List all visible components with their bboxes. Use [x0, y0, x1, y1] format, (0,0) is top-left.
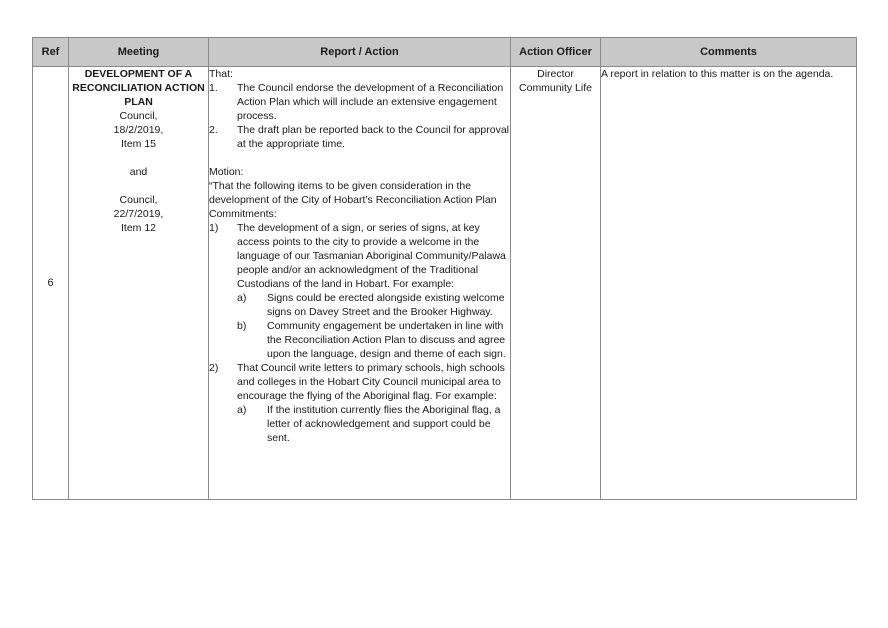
- motion-label: Motion:: [209, 166, 244, 178]
- motion-subitem: [237, 403, 510, 445]
- motion-subitem: [237, 291, 510, 319]
- list-item: [209, 81, 510, 123]
- ref-cell: 6: [33, 67, 69, 500]
- meeting-2-item: Item 12: [120, 222, 157, 234]
- motion-subitem: [237, 319, 510, 361]
- header-report-action: Report / Action: [209, 38, 511, 67]
- list-item-number: 1.: [209, 82, 218, 94]
- list-item-text: The draft plan be reported back to the Council for approval at the appropriate time.: [237, 124, 509, 150]
- action-officer-cell: Director Community Life: [511, 67, 601, 500]
- motion-item-number: 1): [209, 222, 219, 234]
- motion-subitem-text: If the institution currently flies the Aboriginal flag, a letter of acknowledgement and support could be sent.: [267, 404, 501, 444]
- motion-item-number: 2): [209, 362, 219, 374]
- meeting-2-date: 22/7/2019,: [113, 208, 164, 220]
- motion-item-text: That Council write letters to primary schools, high schools and colleges in the Hobart City Council municipal area to encourage the flying of the Aboriginal flag. For example:: [237, 362, 505, 402]
- meeting-1-date: 18/2/2019,: [113, 124, 164, 136]
- motion-subitem-text: Signs could be erected alongside existing welcome signs on Davey Street and the Brooker Highway.: [267, 292, 505, 318]
- report-that: That:: [209, 68, 233, 80]
- header-meeting: Meeting: [69, 38, 209, 67]
- meeting-1-item: Item 15: [120, 138, 157, 150]
- report-cell: [209, 67, 511, 500]
- meeting-and: and: [129, 166, 148, 178]
- list-item: [209, 123, 510, 151]
- motion-item: [209, 361, 510, 403]
- table-row: [33, 67, 857, 500]
- header-comments: Comments: [601, 38, 857, 67]
- meeting-2-line-1: Council,: [119, 194, 158, 206]
- motion-subitem-letter: a): [237, 292, 247, 304]
- meeting-cell: [69, 67, 209, 500]
- header-action-officer: Action Officer: [511, 38, 601, 67]
- list-item-number: 2.: [209, 124, 218, 136]
- motion-item-text: The development of a sign, or series of signs, at key access points to the city to provide a welcome in the language of our Tasmanian Aboriginal Community/Palawa people and/or an acknowledgment of the Traditional Custodians of the land in Hobart. For example:: [237, 222, 506, 290]
- motion-item: [209, 221, 510, 291]
- meeting-title: DEVELOPMENT OF A RECONCILIATION ACTION PLAN: [72, 68, 205, 108]
- action-table: [32, 37, 857, 500]
- motion-subitem-letter: a): [237, 404, 247, 416]
- motion-subitem-letter: b): [237, 320, 247, 332]
- motion-intro: “That the following items to be given consideration in the development of the City of Hobart’s Reconciliation Action Plan Commitments:: [209, 180, 497, 220]
- header-ref: Ref: [33, 38, 69, 67]
- list-item-text: The Council endorse the development of a Reconciliation Action Plan which will include an extensive engagement process.: [237, 82, 504, 122]
- header-row: [33, 38, 857, 67]
- meeting-1-line-1: Council,: [119, 110, 158, 122]
- comments-cell: A report in relation to this matter is on the agenda.: [601, 67, 857, 500]
- motion-subitem-text: Community engagement be undertaken in line with the Reconciliation Action Plan to discuss and agree upon the language, design and theme of each sign.: [267, 320, 506, 360]
